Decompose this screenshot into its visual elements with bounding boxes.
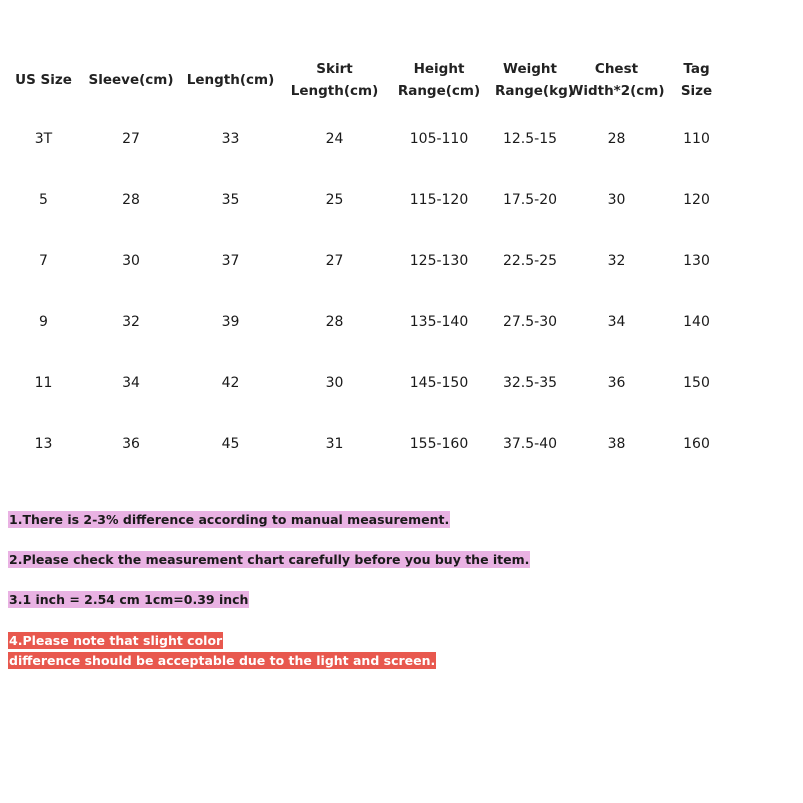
- cell-sleeve: 36: [122, 435, 140, 452]
- cell-us-size: 7: [39, 252, 48, 269]
- cell-chest-width: 28: [607, 130, 626, 147]
- table-row: [0, 230, 740, 291]
- header-sleeve: [87, 69, 175, 91]
- note-unit-conversion: [8, 591, 530, 611]
- cell-tag-size: 120: [683, 191, 710, 208]
- header-us-size-text: US Size: [15, 72, 72, 88]
- cell-sleeve: 27: [122, 130, 140, 147]
- cell-chest-width: 34: [607, 313, 626, 330]
- cell-length: 37: [221, 252, 240, 269]
- cell-height-range: 105-110: [409, 130, 469, 147]
- note-measurement-difference-text: 1.There is 2-3% difference according to manual measurement.: [9, 512, 450, 527]
- header-tag-size-text: Tag Size: [680, 61, 713, 99]
- note-color-difference-continued: [8, 651, 530, 671]
- cell-us-size: 5: [39, 191, 48, 208]
- note-measurement-difference: [8, 511, 530, 531]
- notes-section: [8, 511, 530, 671]
- table-row: [0, 169, 740, 230]
- note-color-difference-line1: 4.Please note that slight color: [9, 633, 223, 648]
- cell-skirt-length: 27: [325, 252, 344, 269]
- cell-weight-range: 32.5-35: [502, 374, 558, 391]
- header-us-size: [0, 69, 87, 91]
- header-height-range: [383, 58, 495, 102]
- header-weight-range-line1: Weight: [503, 61, 557, 77]
- cell-length: 45: [221, 435, 240, 452]
- cell-us-size: 13: [34, 435, 53, 452]
- size-chart-table: [0, 52, 740, 474]
- table-row: [0, 108, 740, 169]
- cell-weight-range: 12.5-15: [502, 130, 558, 147]
- cell-height-range: 155-160: [409, 435, 469, 452]
- cell-length: 33: [221, 130, 240, 147]
- cell-length: 35: [221, 191, 240, 208]
- cell-sleeve: 28: [122, 191, 140, 208]
- header-weight-range-line2: Range(kg): [495, 83, 574, 99]
- cell-us-size: 3T: [34, 130, 53, 147]
- cell-chest-width: 32: [607, 252, 626, 269]
- header-height-range-line2: Range(cm): [397, 83, 481, 99]
- cell-tag-size: 160: [683, 435, 710, 452]
- cell-weight-range: 17.5-20: [502, 191, 558, 208]
- header-height-range-line1: Height: [413, 61, 465, 77]
- cell-weight-range: 22.5-25: [502, 252, 558, 269]
- table-row: [0, 291, 740, 352]
- cell-chest-width: 38: [607, 435, 626, 452]
- note-check-chart: [8, 551, 530, 571]
- header-chest-width-line2: Width*2(cm): [568, 83, 665, 99]
- header-chest-width: [565, 58, 668, 102]
- cell-skirt-length: 24: [325, 130, 344, 147]
- cell-height-range: 125-130: [409, 252, 469, 269]
- cell-sleeve: 30: [122, 252, 140, 269]
- cell-skirt-length: 28: [325, 313, 344, 330]
- table-row: [0, 352, 740, 413]
- header-length: [175, 69, 286, 91]
- header-skirt-length-line2: Length(cm): [290, 83, 379, 99]
- cell-skirt-length: 31: [325, 435, 344, 452]
- header-sleeve-text: Sleeve(cm): [88, 72, 174, 88]
- header-chest-width-line1: Chest: [594, 61, 639, 77]
- cell-height-range: 115-120: [409, 191, 469, 208]
- cell-us-size: 9: [39, 313, 48, 330]
- cell-chest-width: 36: [607, 374, 626, 391]
- cell-weight-range: 27.5-30: [502, 313, 558, 330]
- cell-height-range: 145-150: [409, 374, 469, 391]
- header-tag-size: [668, 58, 725, 102]
- cell-weight-range: 37.5-40: [502, 435, 558, 452]
- cell-length: 39: [221, 313, 240, 330]
- cell-us-size: 11: [34, 374, 53, 391]
- cell-length: 42: [221, 374, 240, 391]
- table-row: [0, 413, 740, 474]
- cell-height-range: 135-140: [409, 313, 469, 330]
- header-skirt-length: [286, 58, 383, 102]
- header-weight-range: [495, 58, 574, 102]
- cell-chest-width: 30: [607, 191, 626, 208]
- table-header-row: [0, 52, 740, 108]
- cell-sleeve: 34: [122, 374, 140, 391]
- cell-skirt-length: 25: [325, 191, 344, 208]
- cell-tag-size: 110: [683, 130, 710, 147]
- cell-tag-size: 130: [683, 252, 710, 269]
- cell-tag-size: 140: [683, 313, 710, 330]
- note-check-chart-text: 2.Please check the measurement chart carefully before you buy the item.: [9, 552, 530, 567]
- note-color-difference: [8, 631, 530, 651]
- header-length-text: Length(cm): [186, 72, 275, 88]
- note-color-difference-line2: difference should be acceptable due to the light and screen.: [9, 653, 436, 668]
- cell-tag-size: 150: [683, 374, 710, 391]
- cell-sleeve: 32: [122, 313, 140, 330]
- cell-skirt-length: 30: [325, 374, 344, 391]
- header-skirt-length-line1: Skirt: [316, 61, 353, 77]
- note-unit-conversion-text: 3.1 inch = 2.54 cm 1cm=0.39 inch: [9, 592, 249, 607]
